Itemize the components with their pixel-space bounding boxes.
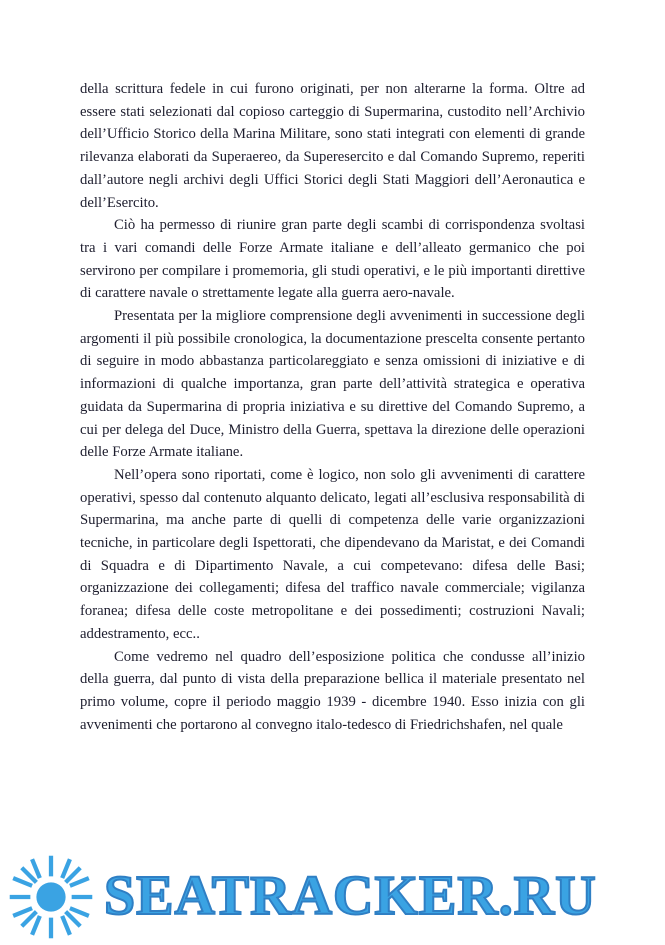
paragraph: Presentata per la migliore comprensione degli avvenimenti in successione degli argomenti il più possibile cronologica, la documentazione prescelta consente pertanto di seguire in modo abbastanza particolareggiato e senza omissioni di iniziative e di informazioni di qualche importanza, gran parte dell’attività strategica e operativa guidata da Supermarina di propria iniziativa e su direttive del Comando Supremo, a cui per delega del Duce, Ministro della Guerra, spettava la direzione delle operazioni delle Forze Armate italiane. [80, 308, 585, 461]
sun-burst-icon [8, 854, 94, 940]
paragraph: Nell’opera sono riportati, come è logico, non solo gli avvenimenti di carattere operativi, spesso dal contenuto alquanto delicato, legati all’esclusiva responsabilità di Supermarina, ma anche parte di quelli di competenza delle varie organizzazioni tecniche, in particolare degli Ispettorati, che dipendevano da Maristat, e dei Comandi di Squadra e di Dipartimento Navale, a cui competevano: difesa delle Basi; organizzazione dei collegamenti; difesa del traffico navale commerciale; vigilanza foranea; difesa delle coste metropolitane e dei possedimenti; costruzioni Navali; addestramento, ecc.. [80, 466, 585, 642]
paragraph: della scrittura fedele in cui furono originati, per non alterarne la forma. Oltre ad essere stati selezionati dal copioso carteggio di Supermarina, custodito nell’Archivio dell’Ufficio Storico della Marina Militare, sono stati integrati con elementi di grande rilevanza elaborati da Superaereo, da Superesercito e dal Comando Supremo, reperiti dall’autore negli archivi degli Uffici Storici degli Stati Maggiori dell’Aeronautica e dell’Esercito. [80, 81, 585, 211]
body-text-column [80, 78, 585, 736]
paragraph: Come vedremo nel quadro dell’esposizione politica che condusse all’inizio della guerra, dal punto di vista della preparazione bellica il materiale presentato nel primo volume, copre il periodo maggio 1939 - dicembre 1940. Esso inizia con gli avvenimenti che portarono al convegno italo-tedesco di Friedrichshafen, nel quale [80, 648, 585, 733]
watermark [0, 846, 665, 945]
watermark-text: SEATRACKER.RU [104, 865, 597, 927]
paragraph: Ciò ha permesso di riunire gran parte degli scambi di corrispondenza svoltasi tra i vari comandi delle Forze Armate italiane e dell’alleato germanico che poi servirono per compilare i promemoria, gli studi operativi, e le più importanti direttive di carattere navale o strettamente legate alla guerra aero-navale. [80, 217, 585, 302]
